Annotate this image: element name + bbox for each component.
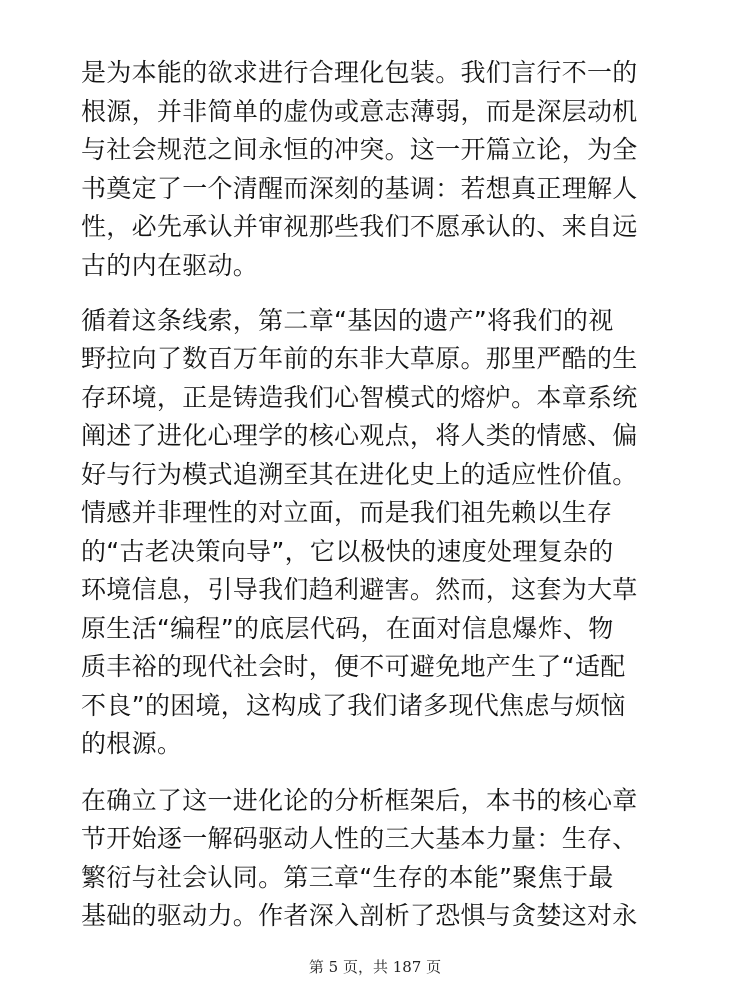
paragraph-2-line-8: 环境信息，引导我们趋利避害。然而，这套为大草 bbox=[81, 575, 638, 604]
paragraph-2-line-5: 好与行为模式追溯至其在进化史上的适应性价值。 bbox=[81, 460, 638, 489]
paragraph-2-line-10: 质丰裕的现代社会时，便不可避免地产生了“适配 bbox=[81, 652, 626, 681]
paragraph-2-line-7: 的“古老决策向导”，它以极快的速度处理复杂的 bbox=[81, 537, 614, 566]
paragraph-2-line-4: 阐述了进化心理学的核心观点，将人类的情感、偏 bbox=[81, 421, 638, 450]
paragraph-1-line-1: 是为本能的欲求进行合理化包装。我们言行不一的 bbox=[81, 58, 638, 87]
paragraph-3-line-1: 在确立了这一进化论的分析框架后，本书的核心章 bbox=[81, 786, 638, 815]
paragraph-1-line-6: 古的内在驱动。 bbox=[81, 251, 259, 280]
paragraph-1-line-5: 性，必先承认并审视那些我们不愿承认的、来自远 bbox=[81, 212, 638, 241]
paragraph-3-line-3: 繁衍与社会认同。第三章“生存的本能”聚焦于最 bbox=[81, 863, 614, 892]
paragraph-2-line-6: 情感并非理性的对立面，而是我们祖先赖以生存 bbox=[81, 498, 613, 527]
paragraph-3-line-2: 节开始逐一解码驱动人性的三大基本力量：生存、 bbox=[81, 824, 638, 853]
page-number-footer: 第 5 页，共 187 页 bbox=[308, 958, 442, 976]
paragraph-1-line-4: 书奠定了一个清醒而深刻的基调：若想真正理解人 bbox=[81, 174, 638, 203]
paragraph-1-line-3: 与社会规范之间永恒的冲突。这一开篇立论，为全 bbox=[81, 135, 638, 164]
paragraph-2-line-11: 不良”的困境，这构成了我们诸多现代焦虑与烦恼 bbox=[81, 691, 626, 720]
paragraph-2-line-12: 的根源。 bbox=[81, 729, 183, 758]
paragraph-2-line-1: 循着这条线索，第二章“基因的遗产”将我们的视 bbox=[81, 306, 614, 335]
paragraph-2-line-2: 野拉向了数百万年前的东非大草原。那里严酷的生 bbox=[81, 344, 638, 373]
paragraph-2-line-3: 存环境，正是铸造我们心智模式的熔炉。本章系统 bbox=[81, 383, 638, 412]
paragraph-2-line-9: 原生活“编程”的底层代码，在面对信息爆炸、物 bbox=[81, 614, 614, 643]
paragraph-3-line-4: 基础的驱动力。作者深入剖析了恐惧与贪婪这对永 bbox=[81, 901, 638, 930]
paragraph-1-line-2: 根源，并非简单的虚伪或意志薄弱，而是深层动机 bbox=[81, 97, 638, 126]
